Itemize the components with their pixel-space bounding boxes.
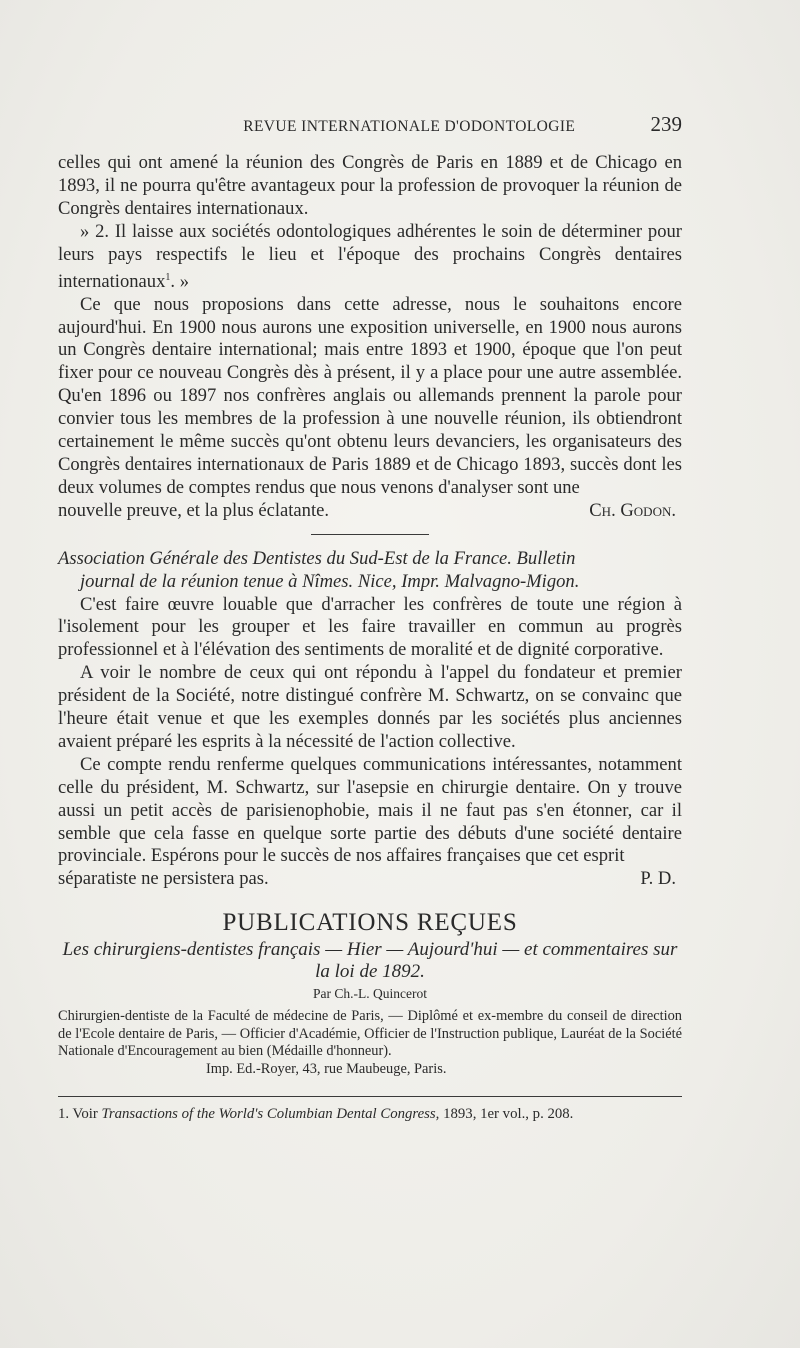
running-title: REVUE INTERNATIONALE D'ODONTOLOGIE [243,118,576,135]
section-divider [311,534,429,535]
review-last-line: séparatiste ne persistera pas. [58,868,269,890]
article-closing-line [58,500,682,523]
article-paragraph: celles qui ont amené la réunion des Congrès de Paris en 1889 et de Chicago en 1893, il ne pourra qu'être avantageux pour la profession de provoquer la réunion de Congrès dentaires internationaux. [58,152,682,219]
footnote-suffix: 1893, 1er vol., p. 208. [443,1106,574,1123]
printer-line: Imp. Ed.-Royer, 43, rue Maubeuge, Paris. [206,1060,447,1077]
book-title: Les chirurgiens-dentistes français — Hier — Aujourd'hui — et commentaires sur la loi de 1892. [62,939,678,983]
footnote-prefix: Voir [72,1106,98,1123]
article-paragraph: Ce que nous proposions dans cette adresse, nous le souhaitons encore aujourd'hui. En 1900 nous aurons une exposition universelle, en 1900 nous aurons un Congrès dentaire international; mais entre 1893 et 1900, époque que l'on peut fixer pour ce nouveau Congrès dès à présent, il y a place pour une autre assemblée. Qu'en 1896 ou 1897 nos confrères anglais ou allemands prennent la parole pour convier tous les membres de la profession à une nouvelle réunion, ils obtiendront certainement le même succès qu'ont obtenu leurs devanciers, les organisateurs des Congrès dentaires internationaux de Paris 1889 et de Chicago 1893, succès dont les deux volumes de comptes rendus que nous venons d'analyser sont une [58,293,682,498]
article-body [58,152,682,523]
article-paragraph: » 2. Il laisse aux sociétés odontologiques adhérentes le soin de déterminer pour leurs pays respectifs le lieu et l'époque des prochains Congrès dentaires internationaux$^1$. » [58,220,682,292]
review-title-continued: journal de la réunion tenue à Nîmes. Nice, Impr. Malvagno-Migon. [80,570,580,592]
footnote-number: 1. [58,1106,70,1123]
review-closing-line [58,868,682,891]
footnote-reference: 1 [165,271,171,283]
review-paragraph: Ce compte rendu renferme quelques communications intéressantes, notamment celle du président, M. Schwartz, sur l'asepsie en chirurgie dentaire. On y trouve aussi un petit accès de parisienophobie, mais il ne faut pas s'en étonner, car il semble que cela fasse en quelque sorte partie des débuts d'une société dentaire provinciale. Espérons pour le succès de nos affaires françaises que cet esprit [58,753,682,867]
article-signature: Ch. Godon. [589,499,676,521]
footnote-divider [58,1096,682,1097]
review-paragraph: A voir le nombre de ceux qui ont répondu à l'appel du fondateur et premier président de la Société, notre distingué confrère M. Schwartz, on se convainc que l'heure était venue et que les exemples donnés par les sociétés plus anciennes avaient préparé les esprits à la nécessité de l'action collective. [58,662,682,752]
page-content [58,112,682,1123]
page-number: 239 [650,112,682,136]
footnote-title: Transactions of the World's Columbian Dental Congress, [101,1106,440,1123]
article-last-line: nouvelle preuve, et la plus éclatante. [58,499,330,521]
footnote [58,1105,682,1123]
review-body [58,548,682,892]
book-author: Par Ch.-L. Quincerot [313,986,427,1002]
review-title: Association Générale des Dentistes du Sud-Est de la France. Bulletin [58,547,576,569]
review-signature: P. D. [640,868,676,890]
page-header [58,112,682,148]
author-description: Chirurgien-dentiste de la Faculté de médecine de Paris, — Diplômé et ex-membre du conseil de direction de l'Ecole dentaire de Paris, — Officier d'Académie, Officier de l'Instruction publique, Lauréat de la Société Nationale d'Encouragement au bien (Médaille d'honneur). [58,1008,682,1060]
section-title: PUBLICATIONS REÇUES [222,909,518,937]
review-paragraph: C'est faire œuvre louable que d'arracher les confrères de toute une région à l'isolement pour les grouper et les faire travailler en commun au progrès professionnel et à l'élévation des sentiments de moralité et de dignité corporative. [58,593,682,661]
